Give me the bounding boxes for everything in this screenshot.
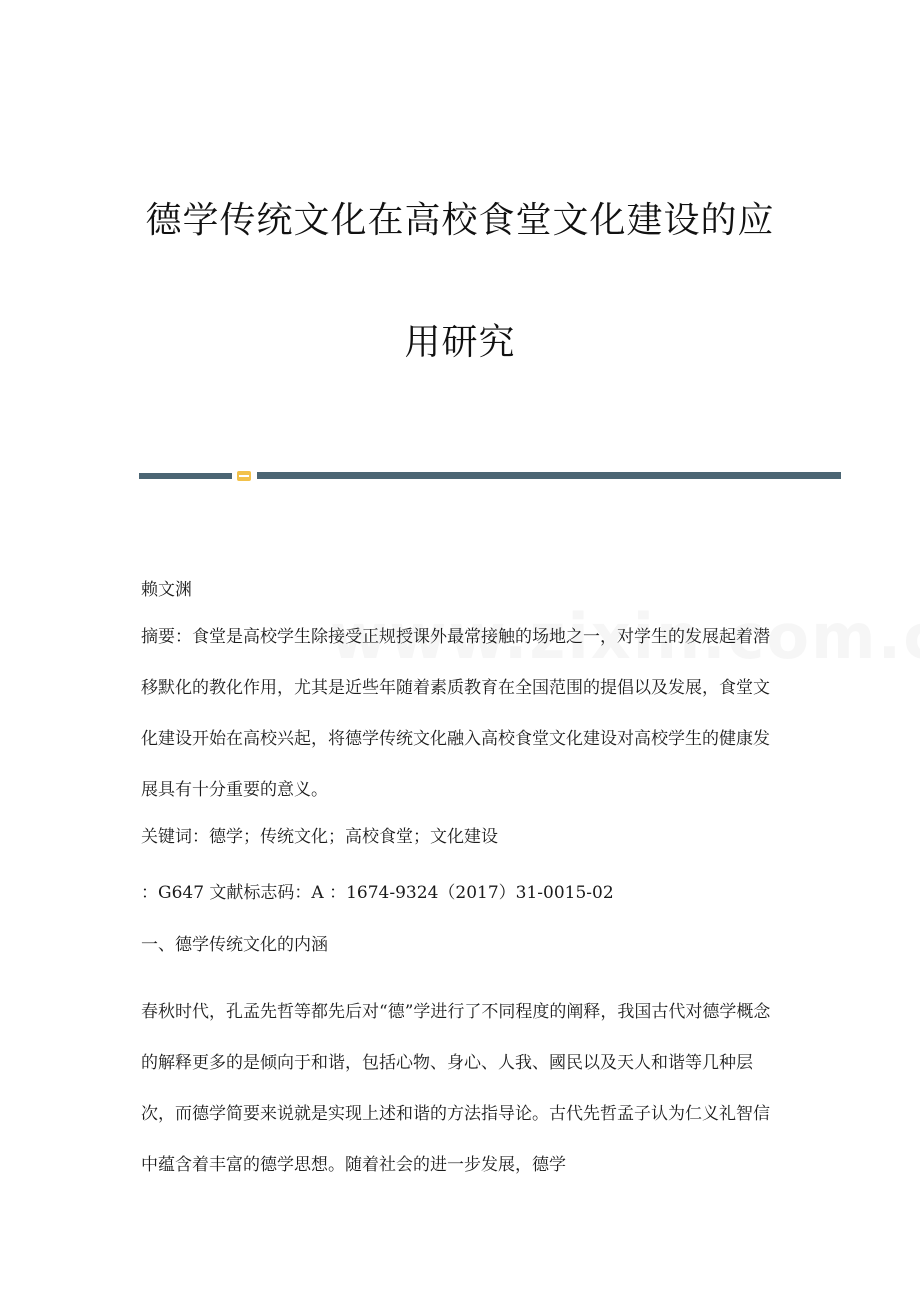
- section-heading: 一、德学传统文化的内涵: [141, 935, 328, 955]
- body-paragraph: 春秋时代，孔孟先哲等都先后对“德”学进行了不同程度的阐释，我国古代对德学概念的解释更多的是倾向于和谐，包括心物、身心、人我、國民以及天人和谐等几种层次，而德学简要来说就是实现上述和谐的方法指导论。古代先哲孟子认为仁义礼智信中蕴含着丰富的德学思想。随着社会的进一步发展，德学: [141, 1002, 771, 1175]
- page-title-line-1: 德学传统文化在高校食堂文化建设的应: [145, 200, 775, 241]
- divider-bar-right: [257, 472, 841, 479]
- keywords-line: 关键词：德学；传统文化；高校食堂；文化建设: [141, 827, 498, 847]
- title-divider: [139, 471, 841, 481]
- classification-line: ：G647 文献标志码：A ：1674-9324（2017）31-0015-02: [141, 883, 614, 903]
- divider-marker-icon: [237, 471, 251, 481]
- abstract-paragraph: 摘要：食堂是高校学生除接受正规授课外最常接触的场地之一，对学生的发展起着潜移默化的教化作用，尤其是近些年随着素质教育在全国范围的提倡以及发展，食堂文化建设开始在高校兴起，将德学传统文化融入高校食堂文化建设对高校学生的健康发展具有十分重要的意义。: [141, 627, 770, 800]
- author-name: 赖文渊: [141, 580, 192, 600]
- page-title-line-2: 用研究: [404, 322, 516, 363]
- divider-bar-left: [139, 473, 232, 479]
